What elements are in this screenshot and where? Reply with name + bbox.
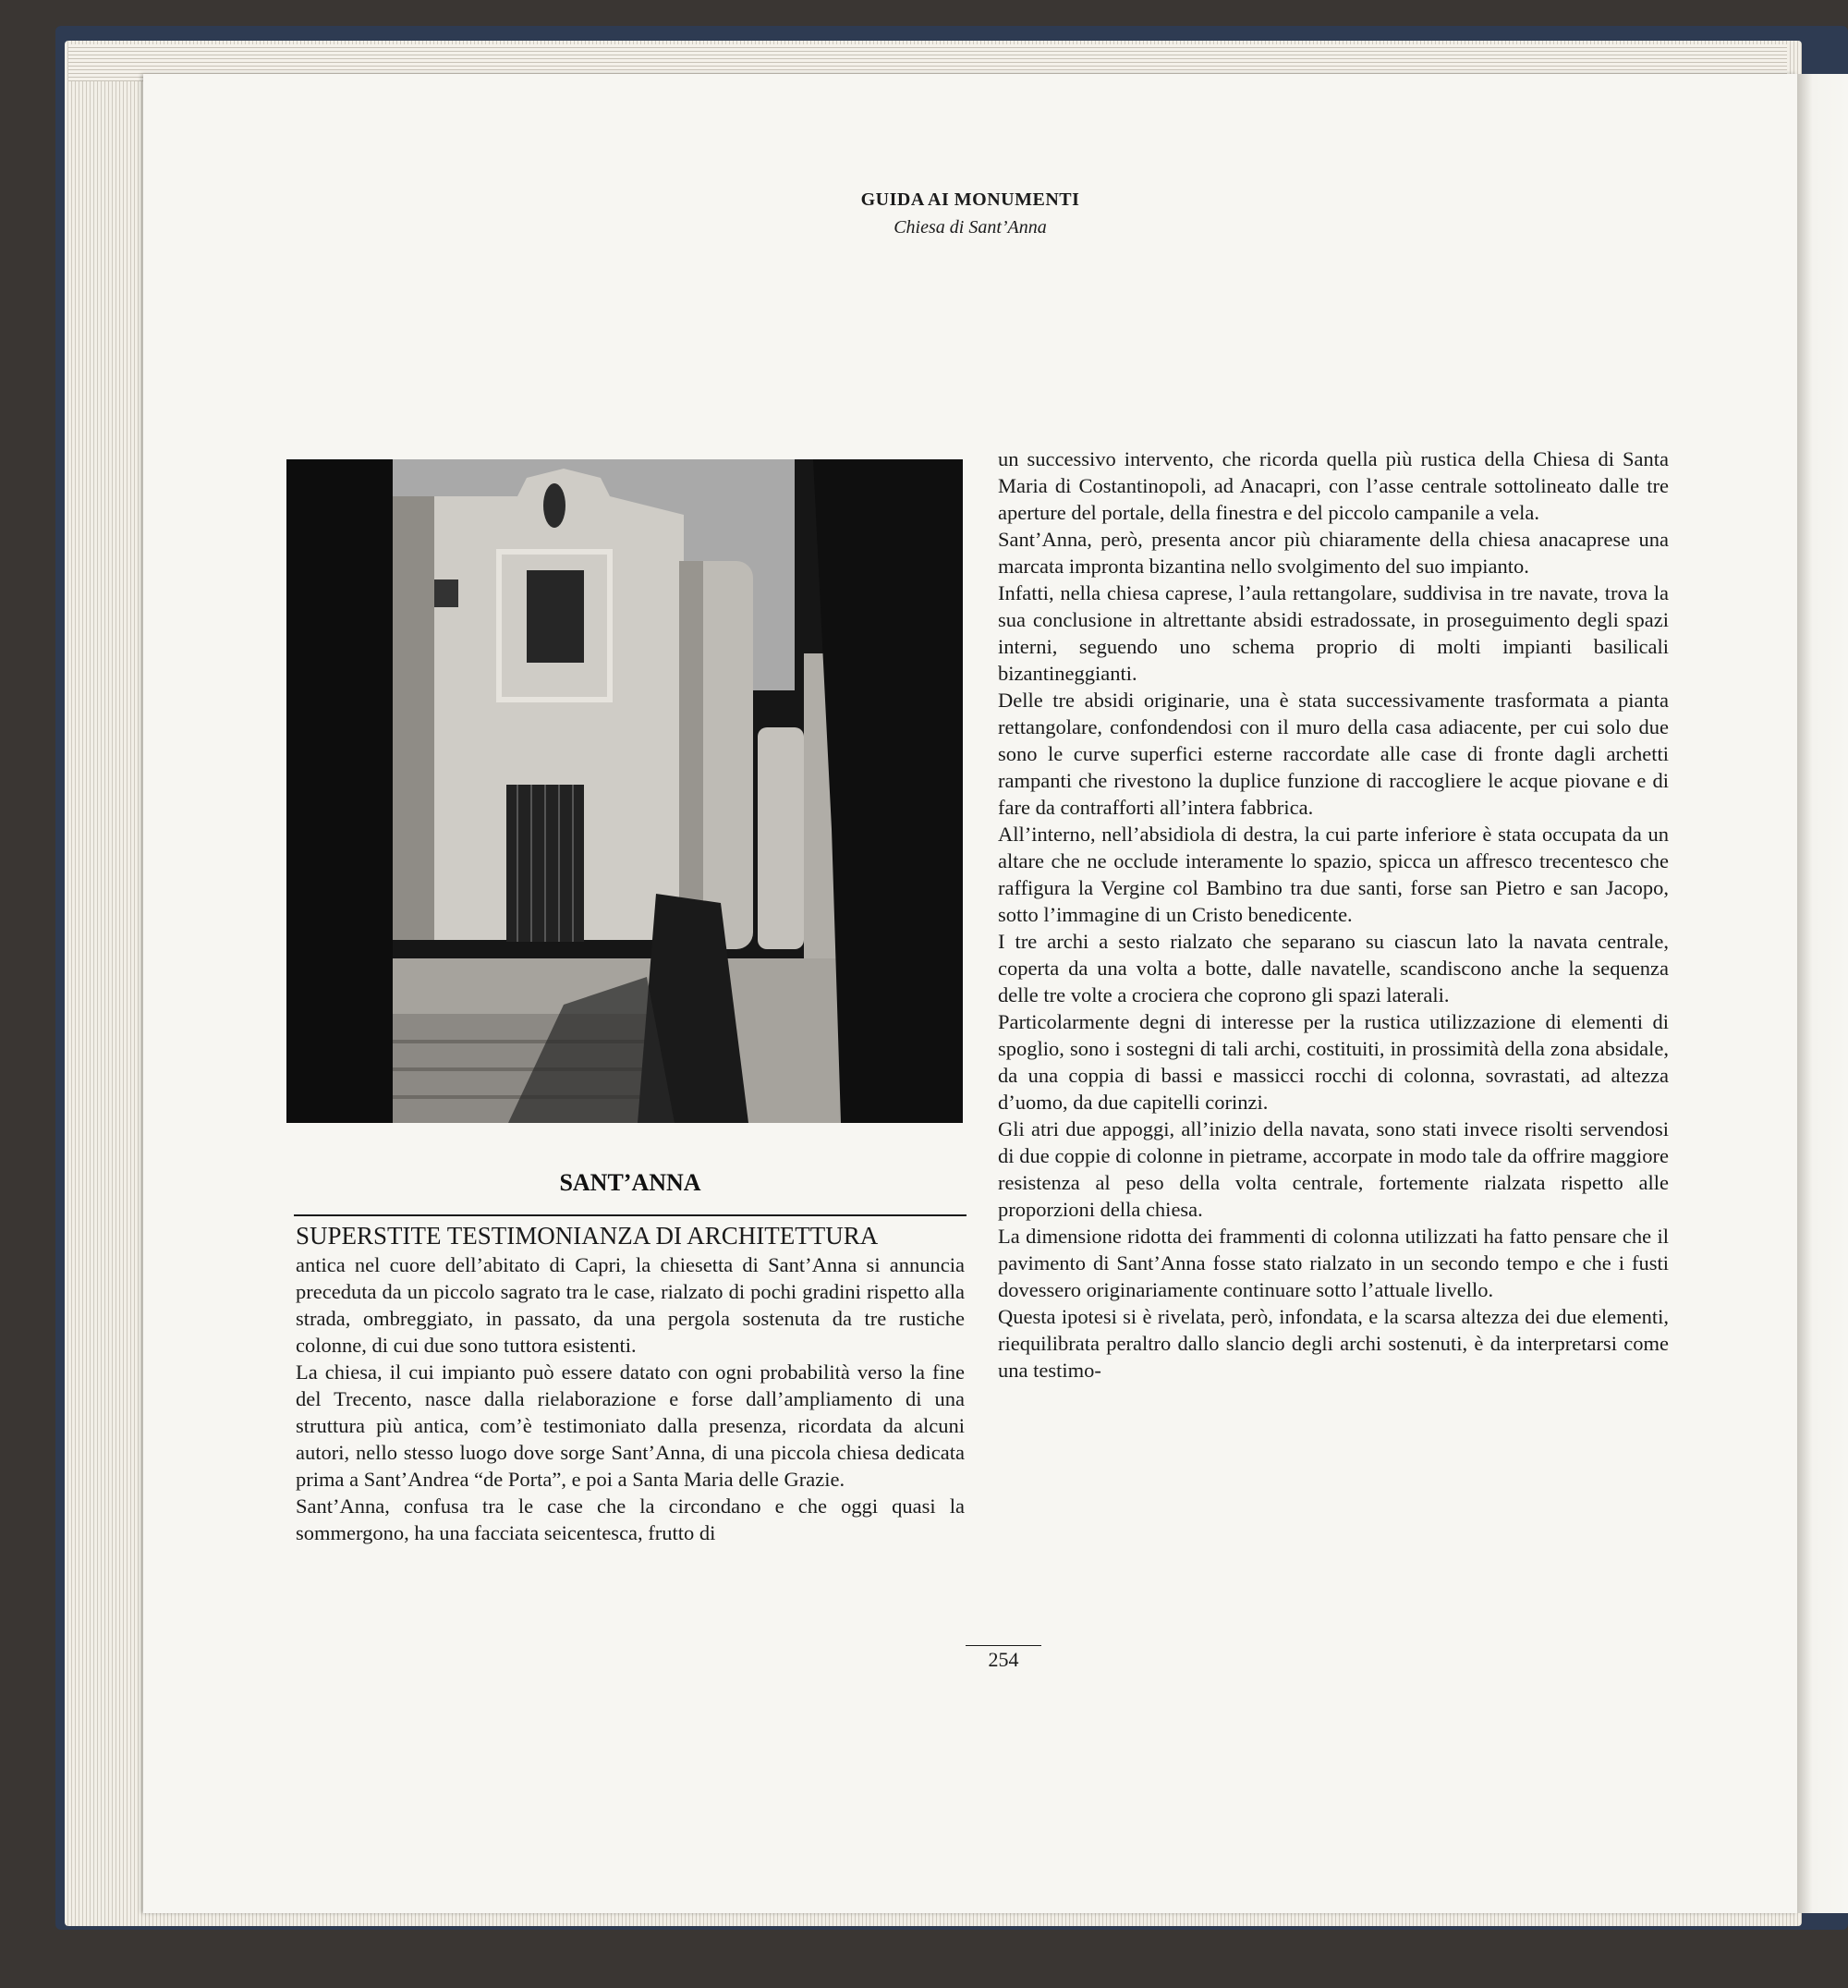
paragraph: All’interno, nell’absidiola di destra, la cui parte inferiore è stata occupata da un altare che ne occlude interamente lo spazio, spicca un affresco trecentesco che raffigura la Vergine col Bambino tra due santi, forse san Pietro e san Jacopo, sotto l’immagine di un Cristo benedicente. (998, 823, 1669, 926)
paragraph: Sant’Anna, confusa tra le case che la circondano e che oggi quasi la sommergono, ha una facciata seicentesca, frutto di (296, 1494, 965, 1544)
church-photograph (286, 459, 963, 1123)
paragraph: La chiesa, il cui impianto può essere datato con ogni probabilità verso la fine del Trecento, nasce dalla rielaborazione e forse dall’ampliamento di una struttura più antica, com’è testimoniato dalla presenza, ricordata da alcuni autori, nello stesso luogo dove sorge Sant’Anna, di una piccola chiesa dedicata prima a Sant’Andrea “de Porta”, e poi a Santa Maria delle Grazie. (296, 1360, 965, 1491)
paragraph: La dimensione ridotta dei frammenti di colonna utilizzati ha fatto pensare che il pavimento di Sant’Anna fosse stato rialzato in un secondo tempo e che i fusti dovessero originariamente continuare sotto l’attuale livello. (998, 1225, 1669, 1301)
right-text-column (998, 445, 1669, 1384)
paragraph: antica nel cuore dell’abitato di Capri, la chiesetta di Sant’Anna si annuncia preceduta da un piccolo sagrato tra le case, rialzato di pochi gradini rispetto alla strada, ombreggiato, in passato, da una pergola sostenuta da tre rustiche colonne, di cui due sono tuttora esistenti. (296, 1253, 965, 1357)
section-title: SANT’ANNA (559, 1169, 701, 1196)
church-photograph-icon (286, 459, 963, 1123)
paragraph: Sant’Anna, però, presenta ancor più chiaramente della chiesa anacaprese una marcata impronta bizantina nello svolgimento del suo impianto. (998, 528, 1669, 578)
paragraph: I tre archi a sesto rialzato che separano su ciascun lato la navata centrale, coperta da una volta a botte, dalle navatelle, scandiscono anche la sequenza delle tre volte a crociera che coprono gli spazi laterali. (998, 930, 1669, 1006)
page-number: 254 (966, 1645, 1041, 1672)
paragraph: Delle tre absidi originarie, una è stata successivamente trasformata a pianta rettangolare, confondendosi con il muro della casa adiacente, per cui solo due sono le curve superfici esterne raccordate alle case di fronte dagli archetti rampanti che rivestono la duplice funzione di raccogliere le acque piovane e di fare da contrafforti all’intera fabbrica. (998, 689, 1669, 819)
running-header-title: GUIDA AI MONUMENTI (860, 189, 1080, 210)
paragraph: Questa ipotesi si è rivelata, però, infondata, e la scarsa altezza dei due elementi, riequilibrata peraltro dallo slancio degli archi sostenuti, è da interpretarsi come una testimo- (998, 1305, 1669, 1382)
paragraph: un successivo intervento, che ricorda quella più rustica della Chiesa di Santa Maria di Costantinopoli, ad Anacapri, con l’asse centrale sottolineato dalle tre aperture del portale, della finestra e del piccolo campanile a vela. (998, 447, 1669, 524)
paragraph: Gli atri due appoggi, all’inizio della navata, sono stati invece risolti servendosi di due coppie di colonne in pietrame, accorpate in modo tale da offrire maggiore resistenza al peso della volta centrale, fortemente rialzata rispetto alle proporzioni della chiesa. (998, 1117, 1669, 1221)
paragraph: Infatti, nella chiesa caprese, l’aula rettangolare, suddivisa in tre navate, trova la sua conclusione in altrettante absidi estradossate, in proseguimento degli spazi interni, seguendo uno schema proprio di molti impianti basilicali bizantineggianti. (998, 581, 1669, 685)
section-rule (294, 1214, 967, 1216)
left-text-column (296, 1220, 965, 1546)
paragraph: Particolarmente degni di interesse per la rustica utilizzazione di elementi di spoglio, sono i sostegni di tali archi, costituiti, in prossimità della zona absidale, da una coppia di bassi e massicci rocchi di colonna, sovrastati, ad altezza d’uomo, da due capitelli corinzi. (998, 1010, 1669, 1114)
lead-line: SUPERSTITE TESTIMONIANZA DI ARCHITETTURA (296, 1222, 879, 1250)
running-header-subtitle: Chiesa di Sant’Anna (894, 217, 1047, 238)
facing-page-edge (1797, 74, 1848, 1913)
